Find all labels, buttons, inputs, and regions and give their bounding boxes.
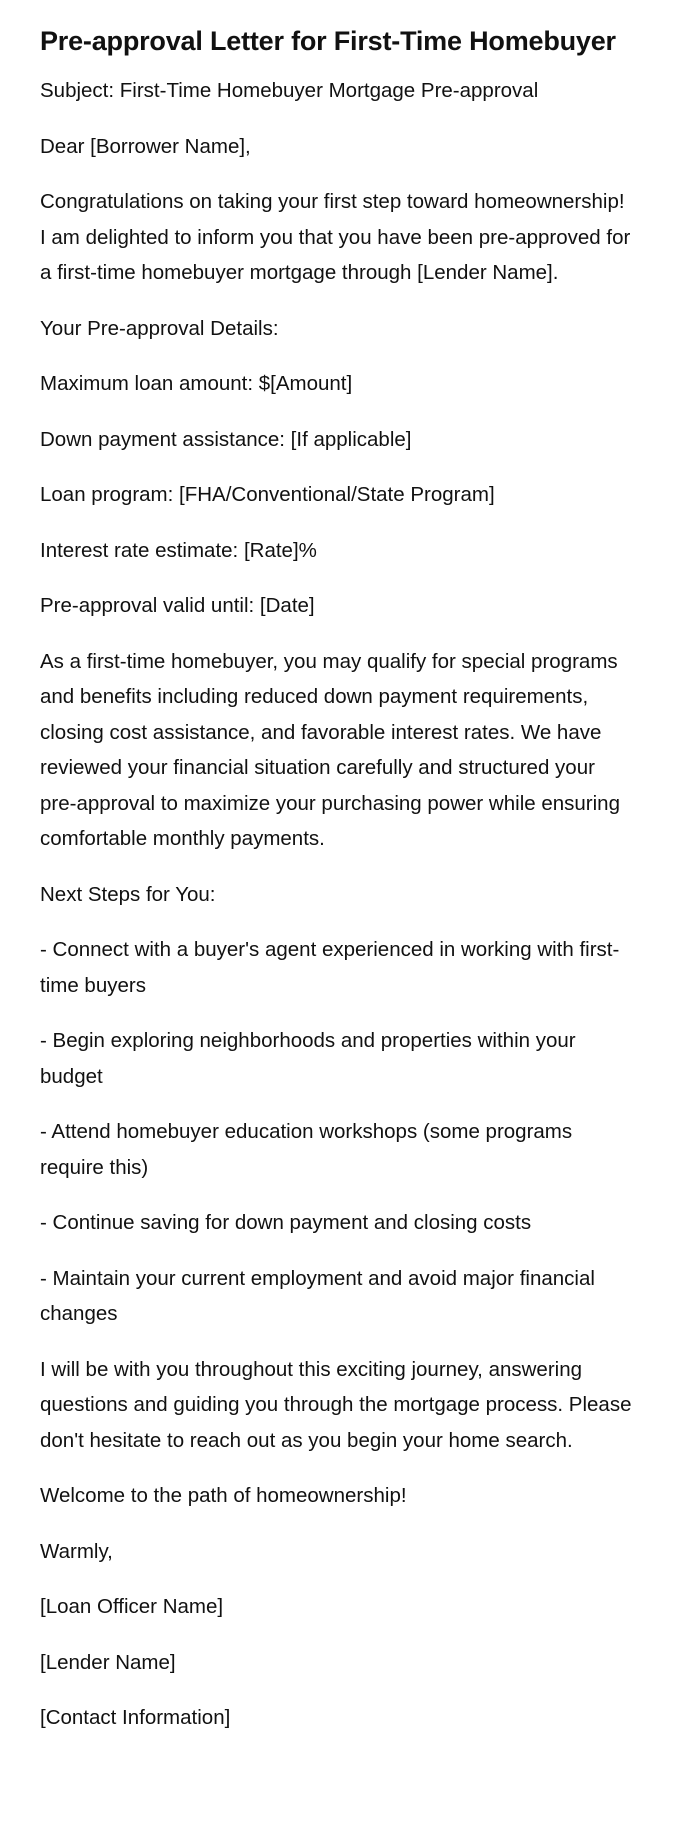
detail-interest-rate: Interest rate estimate: [Rate]% (40, 538, 317, 562)
sign-off: Warmly, (40, 1539, 113, 1563)
letter-title: Pre-approval Letter for First-Time Homebuyer (40, 26, 616, 56)
details-heading: Your Pre-approval Details: (40, 316, 279, 340)
next-step-item: - Connect with a buyer's agent experienced in working with first-time buyers (40, 938, 620, 997)
next-step-item: - Attend homebuyer education workshops (some programs require this) (40, 1120, 573, 1179)
subject-line: Subject: First-Time Homebuyer Mortgage Pre-approval (40, 79, 539, 102)
greeting: Dear [Borrower Name], (40, 134, 251, 158)
detail-loan-program: Loan program: [FHA/Conventional/State Program] (40, 483, 495, 506)
benefits-paragraph: As a first-time homebuyer, you may qualify for special programs and benefits including reduced down payment requirements, closing cost assistance, and favorable interest rates. We have reviewed your financial situation carefully and structured your pre-approval to maximize your purchasing power while ensuring comfortable monthly payments. (40, 649, 620, 850)
next-step-item: - Maintain your current employment and avoid major financial changes (40, 1266, 595, 1325)
next-step-item: - Begin exploring neighborhoods and properties within your budget (40, 1029, 576, 1088)
intro-paragraph: Congratulations on taking your first step toward homeownership! I am delighted to inform you that you have been pre-approved for a first-time homebuyer mortgage through [Lender Name]. (40, 190, 631, 284)
next-steps-heading: Next Steps for You: (40, 882, 216, 906)
detail-valid-until: Pre-approval valid until: [Date] (40, 594, 315, 617)
signature-contact-info: [Contact Information] (40, 1706, 231, 1729)
next-step-item: - Continue saving for down payment and closing costs (40, 1211, 532, 1234)
welcome-line: Welcome to the path of homeownership! (40, 1484, 407, 1507)
signature-officer-name: [Loan Officer Name] (40, 1595, 224, 1618)
detail-down-payment: Down payment assistance: [If applicable] (40, 427, 412, 451)
closing-paragraph: I will be with you throughout this exciting journey, answering questions and guiding you through the mortgage process. Please don't hesitate to reach out as you begin your home search. (40, 1357, 632, 1452)
signature-lender-name: [Lender Name] (40, 1650, 176, 1674)
detail-max-loan: Maximum loan amount: $[Amount] (40, 372, 353, 395)
